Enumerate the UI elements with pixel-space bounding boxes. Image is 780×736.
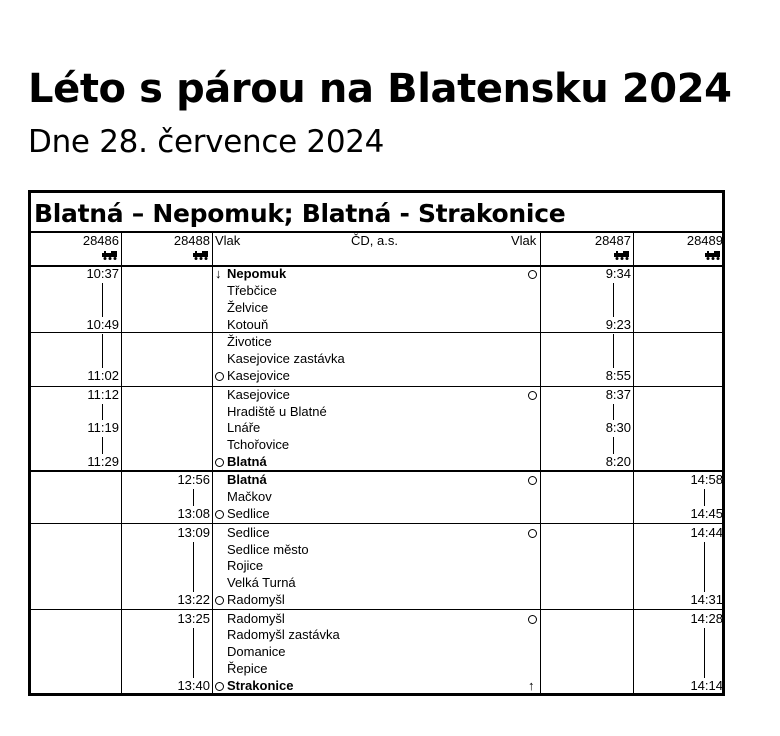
time-cell: 9:23: [605, 317, 631, 332]
stop-circle-icon: [528, 391, 537, 400]
time-cell: 8:30: [605, 420, 631, 435]
station-name: Blatná: [227, 454, 267, 469]
time-cell: 8:37: [605, 387, 631, 402]
continuation-line: [102, 404, 103, 420]
page-subtitle: Dne 28. července 2024: [28, 124, 385, 160]
station-name: Mačkov: [227, 489, 272, 504]
time-cell: 9:34: [605, 266, 631, 281]
continuation-line: [613, 283, 614, 317]
station-name: Radomyšl: [227, 611, 285, 626]
train-number-28487: 28487: [594, 233, 631, 248]
time-cell: 14:58: [690, 472, 723, 487]
time-cell: 8:20: [605, 454, 631, 469]
station-name: Kasejovice: [227, 368, 290, 383]
stop-circle-icon: [215, 596, 224, 605]
direction-up-arrow: ↑: [528, 678, 535, 693]
station-name: Nepomuk: [227, 266, 287, 281]
stop-circle-icon: [528, 615, 537, 624]
column-divider: [121, 233, 122, 693]
stop-circle-icon: [215, 682, 224, 691]
continuation-line: [193, 542, 194, 592]
timetable-heading-bar: [31, 193, 722, 233]
steam-locomotive-icon: [192, 251, 210, 260]
time-cell: 13:08: [177, 506, 210, 521]
continuation-line: [102, 334, 103, 368]
timetable-heading: Blatná – Nepomuk; Blatná - Strakonice: [34, 199, 566, 228]
time-cell: 13:22: [177, 592, 210, 607]
time-cell: 14:45: [690, 506, 723, 521]
time-cell: 12:56: [177, 472, 210, 487]
time-cell: 11:02: [87, 368, 119, 383]
station-name: Kasejovice: [227, 387, 290, 402]
section-divider: [31, 523, 722, 524]
direction-down-arrow: ↓: [215, 266, 222, 281]
time-cell: 8:55: [605, 368, 631, 383]
section-divider: [31, 609, 722, 610]
train-number-28488: 28488: [173, 233, 210, 248]
steam-locomotive-icon: [101, 251, 119, 260]
station-name: Kotouň: [227, 317, 269, 332]
station-name: Radomyšl zastávka: [227, 627, 340, 642]
station-name: Řepice: [227, 661, 268, 676]
time-cell: 14:44: [690, 525, 723, 540]
time-cell: 13:40: [177, 678, 210, 693]
column-divider: [212, 233, 213, 693]
continuation-line: [613, 404, 614, 420]
continuation-line: [193, 628, 194, 678]
time-cell: 11:12: [87, 387, 119, 402]
page-title: Léto s párou na Blatensku 2024: [28, 66, 732, 112]
stop-circle-icon: [528, 529, 537, 538]
stop-circle-icon: [528, 476, 537, 485]
time-cell: 10:37: [86, 266, 119, 281]
time-cell: 14:28: [690, 611, 723, 626]
continuation-line: [613, 437, 614, 454]
continuation-line: [704, 542, 705, 592]
station-name: Rojice: [227, 558, 264, 573]
time-cell: 13:25: [177, 611, 210, 626]
steam-locomotive-icon: [613, 251, 631, 260]
time-cell: 14:14: [690, 678, 723, 693]
station-name: Želvice: [227, 300, 269, 315]
stop-circle-icon: [528, 270, 537, 279]
continuation-line: [102, 437, 103, 454]
vlak-label-left: Vlak: [215, 233, 241, 248]
continuation-line: [613, 334, 614, 368]
column-divider: [633, 233, 634, 693]
train-number-28489: 28489: [686, 233, 723, 248]
timetable: [28, 190, 725, 696]
stop-circle-icon: [215, 458, 224, 467]
station-name: Tchořovice: [227, 437, 290, 452]
station-name: Sedlice: [227, 506, 270, 521]
station-name: Třebčice: [227, 283, 277, 298]
continuation-line: [704, 489, 705, 506]
station-name: Lnáře: [227, 420, 261, 435]
station-name: Radomyšl: [227, 592, 285, 607]
station-name: Sedlice: [227, 525, 270, 540]
station-name: Strakonice: [227, 678, 294, 693]
time-cell: 11:19: [87, 420, 119, 435]
stop-circle-icon: [215, 510, 224, 519]
station-name: Blatná: [227, 472, 267, 487]
station-name: Domanice: [227, 644, 286, 659]
time-cell: 13:09: [177, 525, 210, 540]
station-name: Velká Turná: [227, 575, 296, 590]
stop-circle-icon: [215, 372, 224, 381]
time-cell: 14:31: [690, 592, 723, 607]
station-name: Životice: [227, 334, 272, 349]
train-number-28486: 28486: [82, 233, 119, 248]
steam-locomotive-icon: [704, 251, 722, 260]
column-divider: [540, 233, 541, 693]
station-name: Sedlice město: [227, 542, 309, 557]
time-cell: 10:49: [86, 317, 119, 332]
station-name: Kasejovice zastávka: [227, 351, 345, 366]
time-cell: 11:29: [87, 454, 119, 469]
station-name: Hradiště u Blatné: [227, 404, 327, 419]
continuation-line: [193, 489, 194, 506]
continuation-line: [102, 283, 103, 317]
operator-label: ČD, a.s.: [351, 233, 398, 248]
continuation-line: [704, 628, 705, 678]
vlak-label-right: Vlak: [511, 233, 537, 248]
